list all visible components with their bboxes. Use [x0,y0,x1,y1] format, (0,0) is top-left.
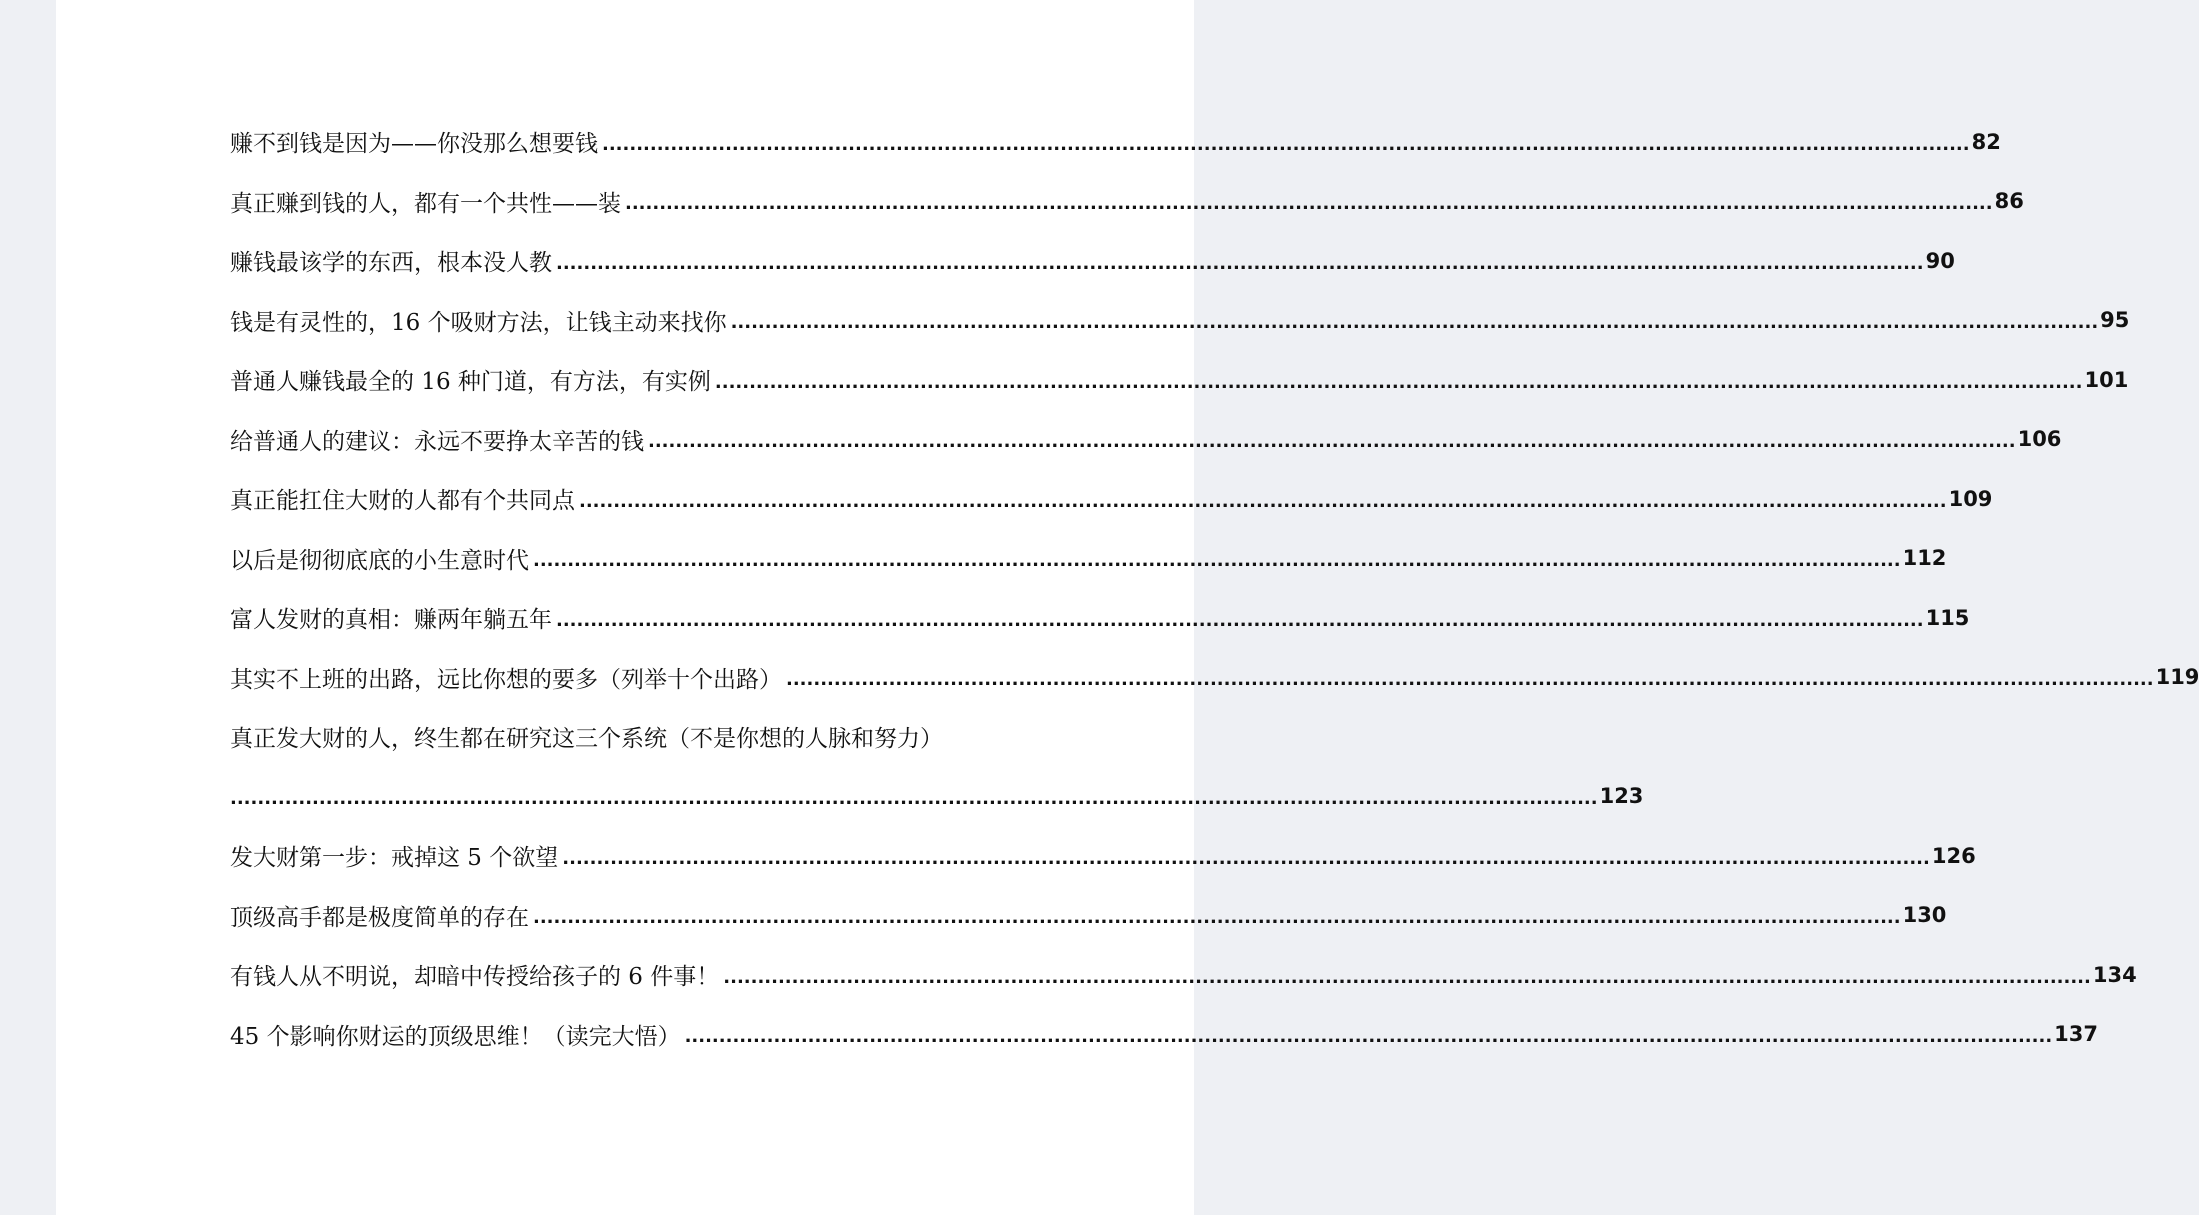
toc-dot-leader [579,487,1947,511]
toc-dot-leader [556,606,1924,630]
toc-entry[interactable] [230,350,2129,410]
toc-entry[interactable] [230,945,2137,1005]
toc-entry[interactable] [230,886,1947,946]
toc-page-number: 95 [2100,308,2130,333]
toc-page-number: 134 [2092,962,2137,987]
toc-entry-title: 钱是有灵性的，16 个吸财方法，让钱主动来找你 [230,309,727,336]
toc-entry[interactable] [230,529,1947,589]
toc-entry-title: 赚不到钱是因为——你没那么想要钱 [230,131,598,158]
toc-entry[interactable] [230,469,1993,529]
toc-dot-leader [715,368,2083,392]
toc-entry-title: 富人发财的真相：赚两年躺五年 [230,607,552,634]
toc-entry-title: 其实不上班的出路，远比你想的要多（列举十个出路） [230,666,782,693]
toc-entry-title: 真正发大财的人，终生都在研究这三个系统（不是你想的人脉和努力） [230,726,943,753]
toc-dot-leader [602,130,1970,154]
toc-page-number: 112 [1902,546,1947,571]
toc-dot-leader [562,844,1930,868]
toc-entry[interactable] [230,1005,2098,1065]
toc-entry[interactable] [230,291,2130,351]
toc-page-number: 86 [1994,189,2024,214]
toc-entry-title: 赚钱最该学的东西，根本没人教 [230,250,552,277]
toc-page-number: 90 [1925,248,1955,273]
toc-entry[interactable] [230,648,2199,708]
toc-entry-title: 真正能扛住大财的人都有个共同点 [230,488,575,515]
toc-entry-title: 真正赚到钱的人，都有一个共性——装 [230,190,621,217]
toc-entry-title: 给普通人的建议：永远不要挣太辛苦的钱 [230,428,644,455]
toc-page-number: 101 [2084,367,2129,392]
toc-dot-leader [556,249,1924,273]
toc-entry-title: 顶级高手都是极度简单的存在 [230,904,529,931]
toc-dot-leader [533,903,1901,927]
document-page [56,0,2199,1215]
toc-entry[interactable] [230,172,2024,232]
toc-entry[interactable] [230,588,1970,648]
toc-entry-continuation[interactable] [230,767,1644,827]
toc-dot-leader [230,784,1598,808]
table-of-contents [230,112,2199,1064]
toc-page-number: 137 [2054,1022,2098,1047]
toc-entry[interactable] [230,112,2001,172]
toc-dot-leader [685,1022,2053,1046]
toc-dot-leader [648,427,2016,451]
toc-page-number: 123 [1599,784,1644,809]
toc-dot-leader [723,963,2091,987]
toc-page-number: 119 [2155,665,2199,690]
toc-page-number: 82 [1971,129,2001,154]
toc-entry[interactable] [230,707,1020,767]
toc-entry[interactable] [230,410,2062,470]
toc-dot-leader [731,308,2099,332]
toc-page-number: 115 [1925,605,1970,630]
toc-entry-title: 45 个影响你财运的顶级思维！（读完大悟） [230,1023,681,1050]
toc-entry[interactable] [230,826,1976,886]
toc-entry-title: 以后是彻彻底底的小生意时代 [230,547,529,574]
toc-entry-title: 发大财第一步：戒掉这 5 个欲望 [230,845,559,872]
toc-entry-title: 普通人赚钱最全的 16 种门道，有方法，有实例 [230,369,711,396]
toc-dot-leader [533,546,1901,570]
toc-page-number: 130 [1902,903,1947,928]
toc-dot-leader [625,189,1993,213]
toc-entry[interactable] [230,231,1955,291]
toc-entry-title: 有钱人从不明说，却暗中传授给孩子的 6 件事！ [230,964,720,991]
toc-dot-leader [786,665,2154,689]
toc-page-number: 109 [1948,486,1993,511]
toc-page-number: 106 [2017,427,2062,452]
toc-page-number: 126 [1931,843,1976,868]
